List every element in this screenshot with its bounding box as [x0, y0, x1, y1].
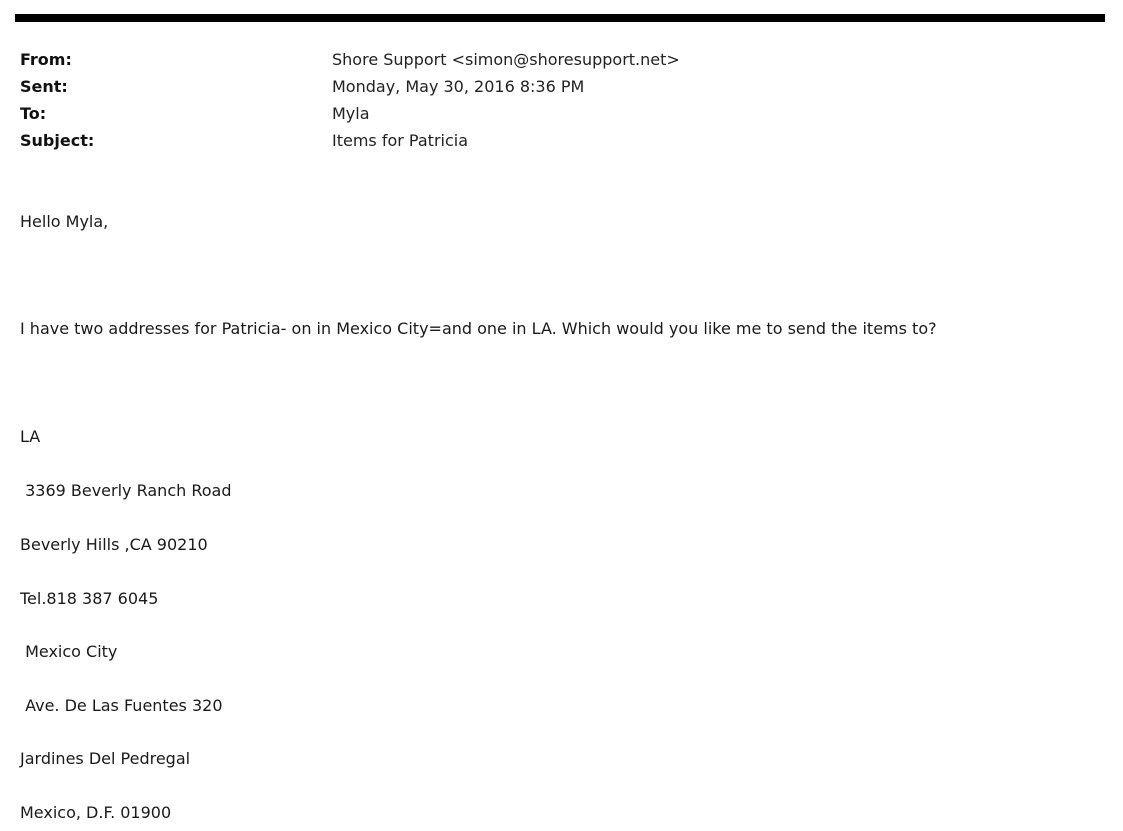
from-label: From: — [20, 50, 72, 69]
la-street: 3369 Beverly Ranch Road — [20, 481, 232, 500]
sent-label: Sent: — [20, 77, 68, 96]
top-divider — [15, 14, 1105, 22]
email-header — [20, 46, 820, 154]
mx-city: Mexico, D.F. 01900 — [20, 803, 172, 822]
la-heading: LA — [20, 427, 41, 446]
subject-row — [20, 127, 820, 154]
la-city: Beverly Hills ,CA 90210 — [20, 535, 208, 554]
mx-street: Ave. De Las Fuentes 320 — [20, 696, 223, 715]
to-row — [20, 100, 820, 127]
mx-district: Jardines Del Pedregal — [20, 749, 191, 768]
from-value: Shore Support <simon@shoresupport.net> — [332, 50, 680, 69]
to-label: To: — [20, 104, 47, 123]
sent-value: Monday, May 30, 2016 8:36 PM — [332, 77, 585, 96]
greeting: Hello Myla, — [20, 212, 109, 231]
message-paragraph: I have two addresses for Patricia- on in Mexico City=and one in LA. Which would you like me to send the items to? — [20, 319, 937, 338]
from-row — [20, 46, 820, 73]
sent-row — [20, 73, 820, 100]
to-value: Myla — [332, 104, 370, 123]
la-phone: Tel.818 387 6045 — [20, 589, 159, 608]
subject-value: Items for Patricia — [332, 131, 469, 150]
mx-heading: Mexico City — [20, 642, 118, 661]
subject-label: Subject: — [20, 131, 95, 150]
